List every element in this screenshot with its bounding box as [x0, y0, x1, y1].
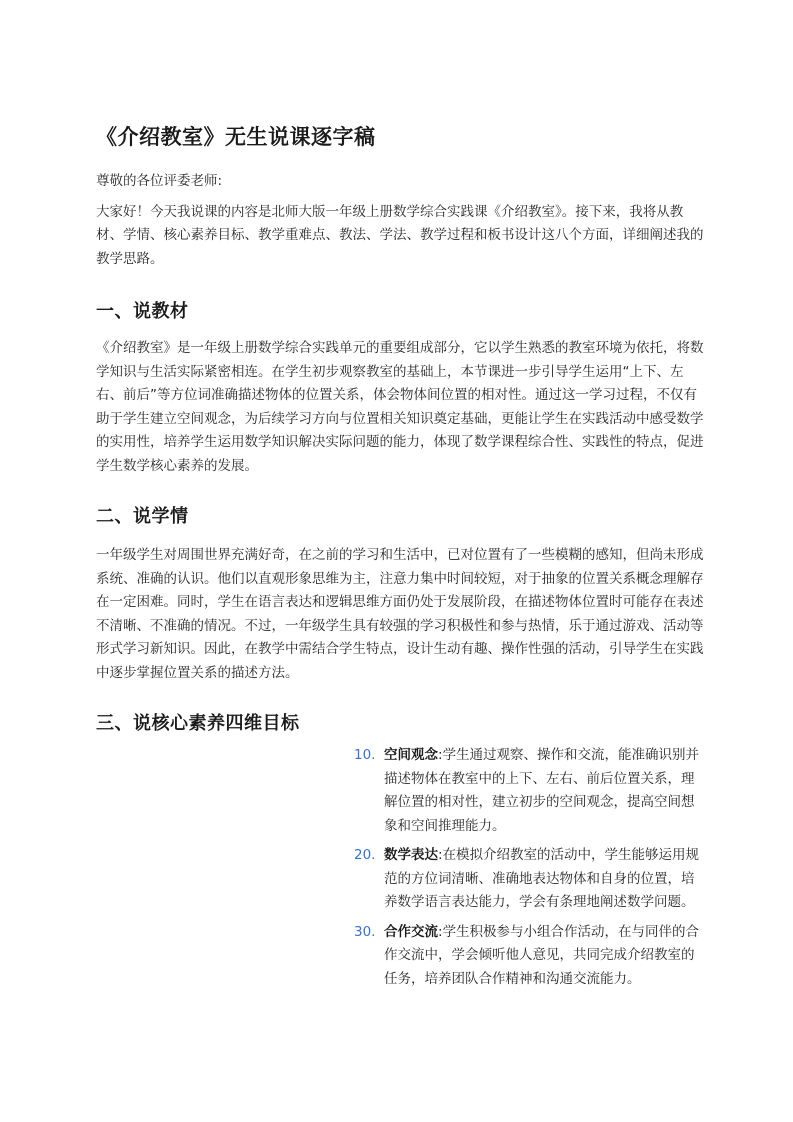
section-heading-core-goals: 三、说核心素养四维目标: [96, 713, 300, 734]
goal-item-cooperation: [354, 921, 706, 992]
section-heading-textbook: 一、说教材: [96, 301, 189, 322]
goal-item-math-expression: [354, 844, 706, 915]
goal-content: [371, 844, 706, 915]
list-number: 10.: [354, 747, 376, 763]
goal-description: 在模拟介绍教室的活动中，学生能够运用规范的方位词清晰、准确地表达物体和自身的位置，培养数学语言表达能力，学会有条理地阐述数学问题。: [384, 847, 700, 910]
goal-description: 学生积极参与小组合作活动，在与同伴的合作交流中，学会倾听他人意见，共同完成介绍教室的任务，培养团队合作精神和沟通交流能力。: [384, 923, 700, 987]
goal-name: 合作交流: [384, 923, 438, 940]
goal-name: 数学表达: [384, 847, 438, 863]
goal-name: 空间观念: [384, 747, 438, 763]
goal-separator: :: [438, 923, 443, 940]
goal-separator: :: [438, 847, 443, 863]
goal-item-spatial-concept: [354, 744, 706, 838]
list-number: 20.: [354, 847, 376, 863]
section-body-textbook: 《介绍教室》是一年级上册数学综合实践单元的重要组成部分，它以学生熟悉的教室环境为依托，将数学知识与生活实际紧密相连。在学生初步观察教室的基础上，本节课进一步引导学生运用“上下、左右、前后”等方位词准确描述物体的位置关系，体会物体间位置的相对性。通过这一学习过程，不仅有助于学生建立空间观念，为后续学习方向与位置相关知识奠定基础，更能让学生在实践活动中感受数学的实用性，培养学生运用数学知识解决实际问题的能力，体现了数学课程综合性、实践性的特点，促进学生数学核心素养的发展。: [96, 340, 704, 474]
document-page: [96, 118, 706, 997]
goal-content: [371, 921, 706, 992]
list-number: 30.: [354, 923, 376, 940]
greeting-line: 尊敬的各位评委老师:: [96, 173, 223, 189]
goals-list: [96, 744, 706, 991]
section-body-students: 一年级学生对周围世界充满好奇，在之前的学习和生活中，已对位置有了一些模糊的感知，但尚未形成系统、准确的认识。他们以直观形象思维为主，注意力集中时间较短，对于抽象的位置关系概念理解存在一定困难。同时，学生在语言表达和逻辑思维方面仍处于发展阶段，在描述物体位置时可能存在表述不清晰、不准确的情况。不过，一年级学生具有较强的学习积极性和参与热情，乐于通过游戏、活动等形式学习新知识。因此，在教学中需结合学生特点，设计生动有趣、操作性强的活动，引导学生在实践中逐步掌握位置关系的描述方法。: [96, 547, 704, 681]
goal-content: [371, 744, 706, 838]
intro-paragraph: 大家好！今天我说课的内容是北师大版一年级上册数学综合实践课《介绍教室》。接下来，我将从教材、学情、核心素养目标、教学重难点、教法、学法、教学过程和板书设计这八个方面，详细阐述我的教学思路。: [96, 203, 704, 267]
goal-separator: :: [438, 747, 443, 763]
section-heading-students: 二、说学情: [96, 506, 189, 527]
document-title: 《介绍教室》无生说课逐字稿: [96, 125, 376, 149]
goal-description: 学生通过观察、操作和交流，能准确识别并描述物体在教室中的上下、左右、前后位置关系，理解位置的相对性，建立初步的空间观念，提高空间想象和空间推理能力。: [384, 747, 700, 834]
